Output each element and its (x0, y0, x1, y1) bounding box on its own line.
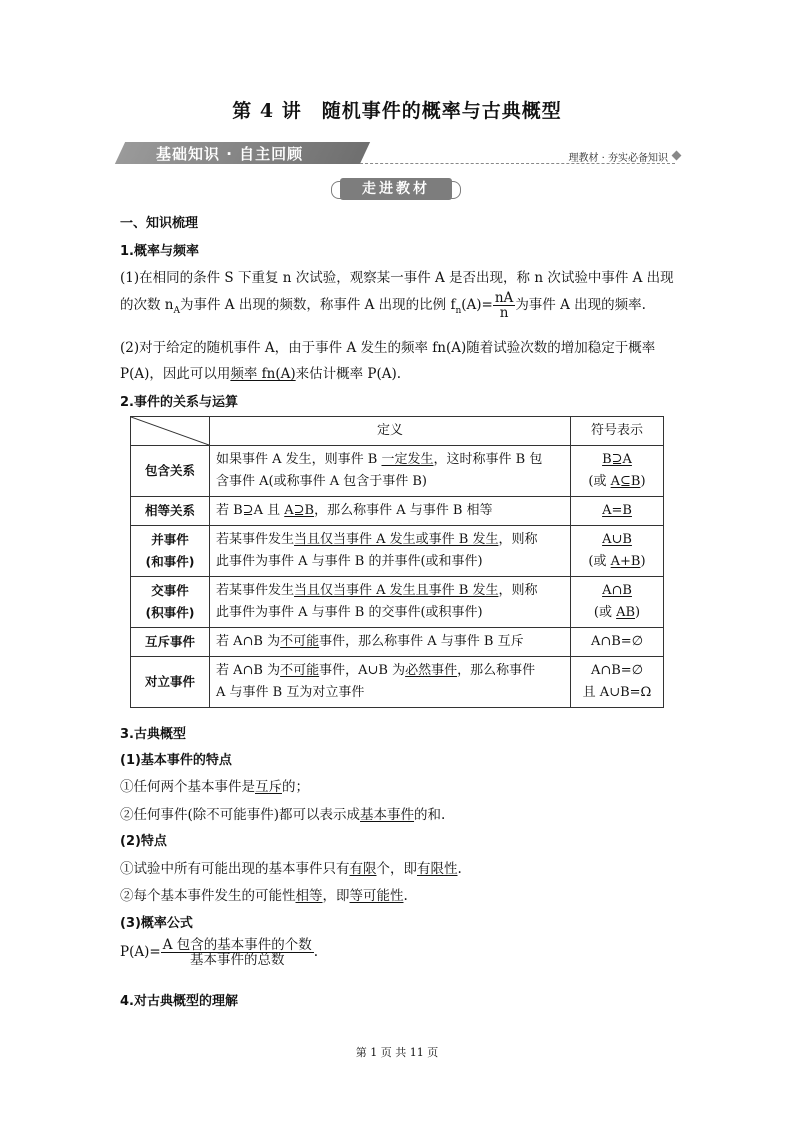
table-row (131, 446, 664, 497)
row-name (131, 526, 210, 577)
formula-fraction (161, 938, 314, 967)
heading-understanding: 4.对古典概型的理解 (120, 994, 238, 1009)
symbol: A∩B (602, 583, 632, 598)
row-symbol (571, 577, 664, 628)
text: 若某事件发生 (216, 532, 295, 547)
paragraph-1a: (1)在相同的条件 S 下重复 n 次试验，观察某一事件 A 是否出现，称 n 次试验中事件 A 出现 (120, 270, 674, 286)
list-item (120, 803, 445, 823)
banner-subtitle: 理教材 · 夯实必备知识 (568, 153, 668, 164)
text: ，那么称事件 A 与事件 B 相等 (314, 503, 493, 518)
text: (或 (588, 474, 611, 489)
row-symbol (571, 497, 664, 526)
symbol: A=B (602, 503, 632, 518)
text: 若 B⊇A 且 (216, 503, 285, 518)
row-symbol (571, 657, 664, 708)
text: P(A)，因此可以用 (120, 366, 231, 382)
underlined-term: 互斥 (255, 779, 282, 795)
list-item (120, 775, 309, 795)
text: 个，即 (376, 861, 417, 877)
underlined-term: 当且仅当事件 A 发生或事件 B 发生 (294, 532, 499, 547)
fraction-denominator: n (499, 305, 509, 322)
subheading-basic-events: (1)基本事件的特点 (120, 753, 232, 768)
table-row (131, 577, 664, 628)
row-name: 对立事件 (131, 657, 210, 708)
row-name: 包含关系 (131, 446, 210, 497)
list-item (120, 884, 408, 904)
subheading-formula: (3)概率公式 (120, 916, 193, 931)
underlined-term: 有限性 (417, 861, 458, 877)
table-row (131, 526, 664, 577)
paragraph-1b (120, 291, 646, 320)
heading-event-relations: 2.事件的关系与运算 (120, 395, 238, 410)
text: . (457, 861, 462, 877)
event-relations-table (130, 416, 664, 708)
text: ，则称 (498, 583, 538, 598)
formula-lhs: P(A)= (120, 944, 161, 961)
subheading-features: (2)特点 (120, 834, 167, 849)
subscript: n (455, 305, 462, 316)
text: ) (640, 554, 646, 569)
table-header-row (131, 417, 664, 446)
page-footer: 第 1 页 共 11 页 (355, 1046, 439, 1059)
page-title: 第 4 讲 随机事件的概率与古典概型 (232, 100, 562, 122)
text: (或 (593, 605, 617, 620)
fraction-numerator: A 包含的基本事件的个数 (162, 937, 312, 953)
row-name: 互斥事件 (131, 628, 210, 657)
underlined-term: A⊇B (284, 503, 315, 518)
frequency-fraction (493, 291, 515, 320)
text: ) (640, 474, 646, 489)
text: (和事件) (145, 554, 195, 569)
text: 若 A∩B 为 (216, 663, 281, 678)
section-label: 走进教材 (340, 178, 452, 200)
heading-classical-model: 3.古典概型 (120, 727, 186, 742)
text: 为事件 A 出现的频率. (515, 297, 646, 314)
row-symbol (571, 446, 664, 497)
diamond-icon (672, 151, 682, 161)
underlined-term: 一定发生 (381, 452, 434, 467)
underlined-term: 相等 (295, 888, 323, 904)
text: 事件，那么称事件 A 与事件 B 互斥 (319, 634, 524, 649)
probability-formula (120, 938, 318, 967)
text: ②任何事件(除不可能事件)都可以表示成 (120, 807, 361, 823)
text: ) (635, 605, 641, 620)
underlined-term: 等可能性 (349, 888, 404, 904)
underlined-term: 不可能 (280, 663, 320, 678)
underlined-term: 基本事件 (360, 807, 415, 823)
fraction-denominator: 基本事件的总数 (189, 952, 285, 969)
paragraph-2a: (2)对于给定的随机事件 A，由于事件 A 发生的频率 fn(A)随着试验次数的增加稳定于概率 (120, 340, 656, 356)
text: 的和. (414, 807, 446, 823)
text: A 与事件 B 互为对立事件 (216, 685, 365, 700)
heading-knowledge: 一、知识梳理 (120, 216, 199, 231)
text: 此事件为事件 A 与事件 B 的交事件(或积事件) (216, 605, 483, 620)
table-row (131, 628, 664, 657)
table-row (131, 657, 664, 708)
symbol: AB (616, 605, 636, 620)
symbol: A+B (610, 554, 641, 569)
row-definition (210, 446, 571, 497)
row-definition (210, 657, 571, 708)
underlined-term: 频率 fn(A) (230, 366, 296, 382)
symbol: 且 A∪B=Ω (582, 685, 652, 700)
text: 并事件 (151, 532, 189, 547)
text: 含事件 A(或称事件 A 包含于事件 B) (216, 474, 428, 489)
header-definition: 定义 (210, 417, 571, 446)
underlined-term: 必然事件 (405, 663, 458, 678)
text: ①试验中所有可能出现的基本事件只有 (120, 861, 350, 877)
text: 为事件 A 出现的频数，称事件 A 出现的比例 f (180, 297, 456, 314)
row-definition (210, 577, 571, 628)
text: ①任何两个基本事件是 (120, 779, 255, 795)
text: ，那么称事件 (457, 663, 536, 678)
banner-label: 基础知识 · 自主回顾 (156, 145, 304, 163)
row-name: 相等关系 (131, 497, 210, 526)
text: 的次数 n (120, 297, 174, 314)
diagonal-header-cell (131, 417, 210, 446)
row-symbol (571, 526, 664, 577)
table-row (131, 497, 664, 526)
text: . (313, 944, 319, 961)
text: 如果事件 A 发生，则事件 B (216, 452, 382, 467)
text: (A)= (461, 297, 493, 314)
list-item (120, 857, 462, 877)
text: 交事件 (151, 583, 189, 598)
row-definition (210, 526, 571, 577)
text: . (403, 888, 408, 904)
text: (积事件) (145, 605, 195, 620)
symbol: A⊆B (610, 474, 641, 489)
text: ，这时称事件 B 包 (433, 452, 543, 467)
text: 若 A∩B 为 (216, 634, 281, 649)
text: ，则称 (498, 532, 538, 547)
row-symbol: A∩B=∅ (571, 628, 664, 657)
subscript: A (173, 305, 180, 316)
text: ②每个基本事件发生的可能性 (120, 888, 296, 904)
paragraph-2b (120, 362, 401, 382)
symbol: A∪B (602, 532, 632, 547)
row-definition (210, 628, 571, 657)
text: 若某事件发生 (216, 583, 295, 598)
text: 此事件为事件 A 与事件 B 的并事件(或和事件) (216, 554, 483, 569)
underlined-term: 有限 (349, 861, 377, 877)
diagonal-line-icon (131, 417, 209, 445)
text: 的； (282, 779, 309, 795)
text: (或 (588, 554, 611, 569)
underlined-term: 当且仅当事件 A 发生且事件 B 发生 (294, 583, 499, 598)
row-definition (210, 497, 571, 526)
fraction-numerator: nA (494, 290, 514, 306)
section-banner (120, 138, 680, 168)
row-name (131, 577, 210, 628)
header-symbol: 符号表示 (571, 417, 664, 446)
symbol: B⊇A (602, 452, 632, 467)
symbol: A∩B=∅ (590, 663, 644, 678)
text: 事件，A∪B 为 (319, 663, 406, 678)
heading-probability-frequency: 1.概率与频率 (120, 244, 199, 259)
text: 来估计概率 P(A). (295, 366, 402, 382)
text: ，即 (322, 888, 350, 904)
underlined-term: 不可能 (280, 634, 320, 649)
